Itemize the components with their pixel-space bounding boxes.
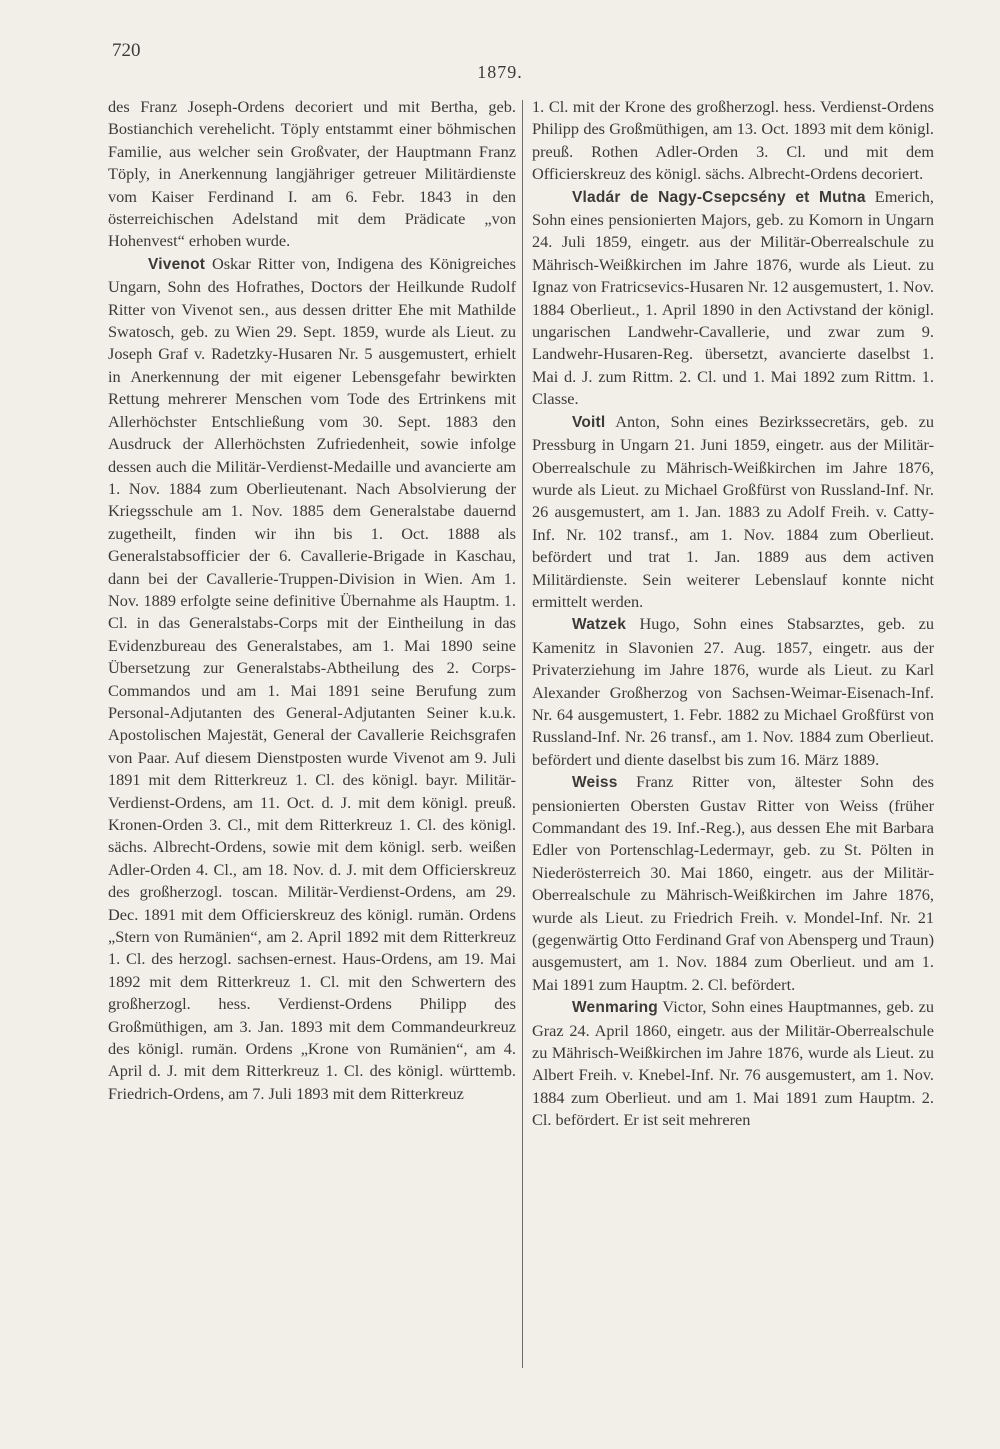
entry-name: Vivenot [148, 255, 206, 273]
paragraph-text: 1. Cl. mit der Krone des großherzogl. hess. Verdienst-Ordens Philipp des Großmüthigen, am 13. Oct. 1893 mit dem königl. preuß. Rothen Adler-Orden 3. Cl. und mit dem Officierskreuz des königl. sächs. Albrecht-Ordens decoriert. [532, 97, 934, 184]
entry-text: Emerich, Sohn eines pensionierten Majors, geb. zu Komorn in Ungarn 24. Juli 1859, eingetr. aus der Militär-Oberrealschule zu Mährisch-Weißkirchen im Jahre 1876, wurde als Lieut. zu Ignaz von Fratricsevics-Husaren Nr. 12 ausgemustert, 1. Nov. 1884 Oberlieut., 1. April 1890 in den Activstand der königl. ungarischen Landwehr-Cavallerie, und zwar zum 9. Landwehr-Husaren-Reg. übersetzt, avancierte daselbst 1. Mai d. J. zum Rittm. 2. Cl. und 1. Mai 1892 zum Rittm. 1. Classe. [532, 186, 934, 409]
right-column [532, 96, 934, 1132]
entry-text: Oskar Ritter von, Indigena des Königreiches Ungarn, Sohn des Hofrathes, Doctors der Heilkunde Rudolf Ritter von Vivenot sen., aus dessen dritter Ehe mit Mathilde Swatosch, geb. zu Wien 29. Sept. 1859, wurde als Lieut. zu Joseph Graf v. Radetzky-Husaren Nr. 5 ausgemustert, erhielt in Anerkennung der mit eigener Lebensgefahr bewirkten Rettung mehrerer Menschen vom Tode des Ertrinkens mit Allerhöchster Entschließung vom 30. Sept. 1883 den Ausdruck der Allerhöchsten Zufriedenheit, sowie infolge dessen auch die Militär-Verdienst-Medaille und avancierte am 1. Nov. 1884 zum Oberlieutenant. Nach Absolvierung der Kriegsschule am 1. Nov. 1885 dem Generalstabe dauernd zugetheilt, finden wir ihn bis 1. Oct. 1888 als Generalstabsofficier der 6. Cavallerie-Brigade in Kaschau, dann bei der Cavallerie-Truppen-Division in Wien. Am 1. Nov. 1889 erfolgte seine definitive Übernahme als Hauptm. 1. Cl. in das Generalstabs-Corps mit der Eintheilung in das Evidenzbureau des Generalstabes, am 1. Mai 1890 seine Übersetzung zur Generalstabs-Abtheilung des 2. Corps-Commandos und am 1. Mai 1891 seine Berufung zum Personal-Adjutanten des General-Adjutanten Seiner k.u.k. Apostolischen Majestät, General der Cavallerie Reichsgrafen von Paar. Auf diesem Dienstposten wurde Vivenot am 9. Juli 1891 mit dem Ritterkreuz 1. Cl. des königl. bayr. Militär-Verdienst-Ordens, am 11. Oct. d. J. mit dem königl. preuß. Kronen-Orden 3. Cl., mit dem Ritterkreuz 1. Cl. des königl. sächs. Albrecht-Ordens, sowie mit dem königl. serb. weißen Adler-Orden 4. Cl., am 18. Nov. d. J. mit dem Officierskreuz des großherzogl. toscan. Militär-Verdienst-Ordens, am 29. Dec. 1891 mit dem Officierskreuz des königl. rumän. Ordens „Stern von Rumänien“, am 2. April 1892 mit dem Ritterkreuz 1. Cl. des herzogl. sachsen-ernest. Haus-Ordens, am 19. Mai 1892 mit dem Ritterkreuz 1. Cl. mit den Schwertern des großherzogl. hess. Verdienst-Ordens Philipp des Großmüthigen, am 3. Jan. 1893 mit dem Commandeurkreuz des königl. rumän. Ordens „Krone von Rumänien“, am 4. April d. J. mit dem Ritterkreuz 1. Cl. des königl. württemb. Friedrich-Ordens, am 7. Juli 1893 mit dem Ritterkreuz [108, 253, 516, 1103]
page-number: 720 [112, 40, 141, 61]
entry-name: Weiss [572, 774, 618, 792]
entry-name: Vladár de Nagy-Csepcsény et Mutna [572, 188, 866, 206]
column-divider [522, 100, 523, 1368]
entry-voitl [532, 411, 934, 614]
entry-vivenot [108, 253, 516, 1105]
entry-name: Voitl [572, 413, 606, 431]
entry-weiss [532, 771, 934, 996]
paragraph-text: des Franz Joseph-Ordens decoriert und mit Bertha, geb. Bostianchich verehelicht. Töply entstammt einer böhmischen Familie, aus welcher sein Großvater, der Hauptmann Franz Töply, in Anerkennung langjähriger getreuer Militärdienste vom Kaiser Ferdinand I. am 6. Febr. 1843 in den österreichischen Adelstand mit dem Prädicate „von Hohenvest“ erhoben wurde. [108, 97, 516, 251]
entry-text: Hugo, Sohn eines Stabsarztes, geb. zu Kamenitz in Slavonien 27. Aug. 1857, eingetr. aus der Privaterziehung im Jahre 1876, wurde als Lieut. zu Karl Alexander Großherzog von Sachsen-Weimar-Eisenach-Inf. Nr. 64 ausgemustert, 1. Febr. 1882 zu Michael Großfürst von Russland-Inf. Nr. 26 transf., am 1. Nov. 1884 zum Oberlieut. befördert und diente daselbst bis zum 16. März 1889. [532, 614, 934, 769]
entry-vladar [532, 186, 934, 411]
entry-text: Victor, Sohn eines Hauptmannes, geb. zu Graz 24. April 1860, eingetr. aus der Militär-Oberrealschule zu Mährisch-Weißkirchen im Jahre 1876, wurde als Lieut. zu Albert Freih. v. Knebel-Inf. Nr. 76 ausgemustert, am 1. Nov. 1884 zum Oberlieut. und am 1. Mai 1891 zum Hauptm. 2. Cl. befördert. Er ist seit mehreren [532, 997, 934, 1130]
entry-text: Franz Ritter von, ältester Sohn des pensionierten Obersten Gustav Ritter von Weiss (früher Commandant des 19. Inf.-Reg.), aus dessen Ehe mit Barbara Edler von Portenschlag-Ledermayr, geb. zu St. Pölten in Niederösterreich 30. Mai 1860, eingetr. aus der Militär-Oberrealschule zu Mährisch-Weißkirchen im Jahre 1876, wurde als Lieut. zu Friedrich Freih. v. Mondel-Inf. Nr. 21 (gegenwärtig Otto Ferdinand Graf von Abensperg und Traun) ausgemustert, am 1. Nov. 1884 zum Oberlieut. und am 1. Mai 1891 zum Hauptm. 2. Cl. befördert. [532, 772, 934, 994]
paragraph-toply-continued [108, 96, 516, 253]
left-column [108, 96, 516, 1105]
entry-text: Anton, Sohn eines Bezirkssecretärs, geb. zu Pressburg in Ungarn 21. Juni 1859, eingetr. aus der Militär-Oberrealschule zu Mährisch-Weißkirchen im Jahre 1876, wurde als Lieut. zu Michael Großfürst von Russland-Inf. Nr. 26 ausgemustert, am 1. Jan. 1883 zu Adolf Freih. v. Catty-Inf. Nr. 102 transf., am 1. Nov. 1884 zum Oberlieut. befördert und trat 1. Jan. 1889 aus dem activen Militärdienste. Sein weiterer Lebenslauf konnte nicht ermittelt werden. [532, 411, 934, 611]
entry-wenmaring [532, 996, 934, 1131]
paragraph-vivenot-continued [532, 96, 934, 186]
entry-watzek [532, 613, 934, 771]
entry-name: Watzek [572, 616, 627, 634]
entry-name: Wenmaring [572, 999, 658, 1017]
running-header-year: 1879. [477, 62, 523, 82]
